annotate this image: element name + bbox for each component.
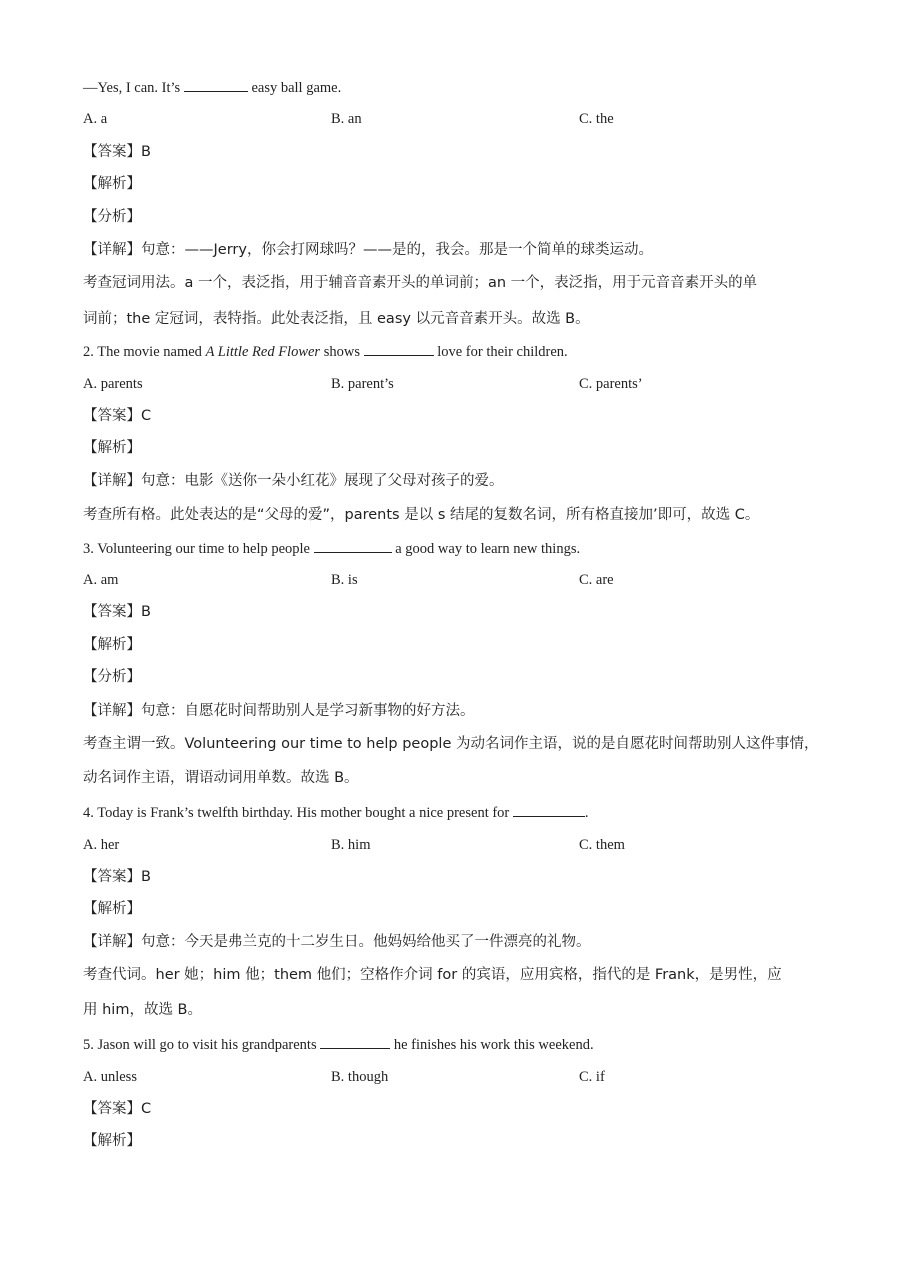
q1-stem [83,77,341,98]
q1-blank [184,77,248,92]
q5-stem-pre: 5. Jason will go to visit his grandparents [83,1037,317,1053]
q5-answer: 【答案】C [83,1101,152,1117]
q4-explain-1: 考查代词。her 她；him 他；them 他们；空格作介词 for 的宾语，应用宾格，指代的是 Frank，是男性，应 [83,967,782,983]
q1-fenxi: 【分析】 [83,209,141,225]
q1-option-a: A. a [83,111,108,127]
q3-stem-post: a good way to learn new things. [395,541,581,557]
q4-stem-post: . [584,805,589,821]
q2-option-a: A. parents [83,376,143,392]
q4-option-a: A. her [83,837,120,853]
q2-blank [364,341,434,356]
q1-option-c: C. the [579,111,614,127]
q5-blank [320,1034,390,1049]
q2-option-c: C. parents’ [579,376,643,392]
q1-stem-post: easy ball game. [251,80,342,96]
q3-fenxi: 【分析】 [83,669,141,685]
q3-explain-1: 考查主谓一致。Volunteering our time to help people 为动名词作主语，说的是自愿花时间帮助别人这件事情， [83,736,819,752]
q5-stem-post: he finishes his work this weekend. [393,1037,594,1053]
q5-option-c: C. if [579,1069,605,1085]
q1-jiexi: 【解析】 [83,176,141,192]
q3-detail: 【详解】句意：自愿花时间帮助别人是学习新事物的好方法。 [83,703,475,719]
q3-jiexi: 【解析】 [83,637,141,653]
q3-stem-pre: 3. Volunteering our time to help people [83,541,310,557]
q4-stem-pre: 4. Today is Frank’s twelfth birthday. His mother bought a nice present for [83,805,510,821]
q2-explain-1: 考查所有格。此处表达的是“父母的爱”，parents 是以 s 结尾的复数名词，所有格直接加’即可，故选 C。 [83,507,760,523]
q4-blank [513,802,585,817]
q5-jiexi: 【解析】 [83,1133,141,1149]
q4-detail: 【详解】句意：今天是弗兰克的十二岁生日。他妈妈给他买了一件漂亮的礼物。 [83,934,591,950]
q3-blank [314,538,392,553]
q1-stem-pre: —Yes, I can. It’s [83,80,181,96]
q2-stem-post: love for their children. [437,344,568,360]
q4-explain-2: 用 him，故选 B。 [83,1002,203,1018]
q2-jiexi: 【解析】 [83,440,141,456]
q3-explain-2: 动名词作主语，谓语动词用单数。故选 B。 [83,770,359,786]
q2-option-b: B. parent’s [331,376,394,392]
q4-option-c: C. them [579,837,625,853]
q2-stem-mid: shows [320,344,360,360]
q3-answer: 【答案】B [83,604,151,620]
q3-option-b: B. is [331,572,358,588]
q1-explain-1: 考查冠词用法。a 一个，表泛指，用于辅音音素开头的单词前；an 一个，表泛指，用于元音音素开头的单 [83,275,758,291]
q2-stem-pre: 2. The movie named [83,344,206,360]
q5-option-b: B. though [331,1069,389,1085]
q2-stem [83,341,568,362]
q2-answer: 【答案】C [83,408,152,424]
q4-option-b: B. him [331,837,371,853]
q1-answer: 【答案】B [83,144,151,160]
q3-stem [83,538,580,559]
q2-detail: 【详解】句意：电影《送你一朵小红花》展现了父母对孩子的爱。 [83,473,504,489]
q1-option-b: B. an [331,111,362,127]
q3-option-c: C. are [579,572,614,588]
q4-jiexi: 【解析】 [83,901,141,917]
q2-movie-title: A Little Red Flower [205,344,321,360]
q3-option-a: A. am [83,572,119,588]
q5-stem [83,1034,594,1055]
q4-answer: 【答案】B [83,869,151,885]
q1-explain-2: 词前；the 定冠词，表特指。此处表泛指，且 easy 以元音音素开头。故选 B。 [83,311,590,327]
q5-option-a: A. unless [83,1069,137,1085]
q1-detail: 【详解】句意：——Jerry，你会打网球吗？——是的，我会。那是一个简单的球类运动。 [83,242,653,258]
q4-stem [83,802,589,823]
